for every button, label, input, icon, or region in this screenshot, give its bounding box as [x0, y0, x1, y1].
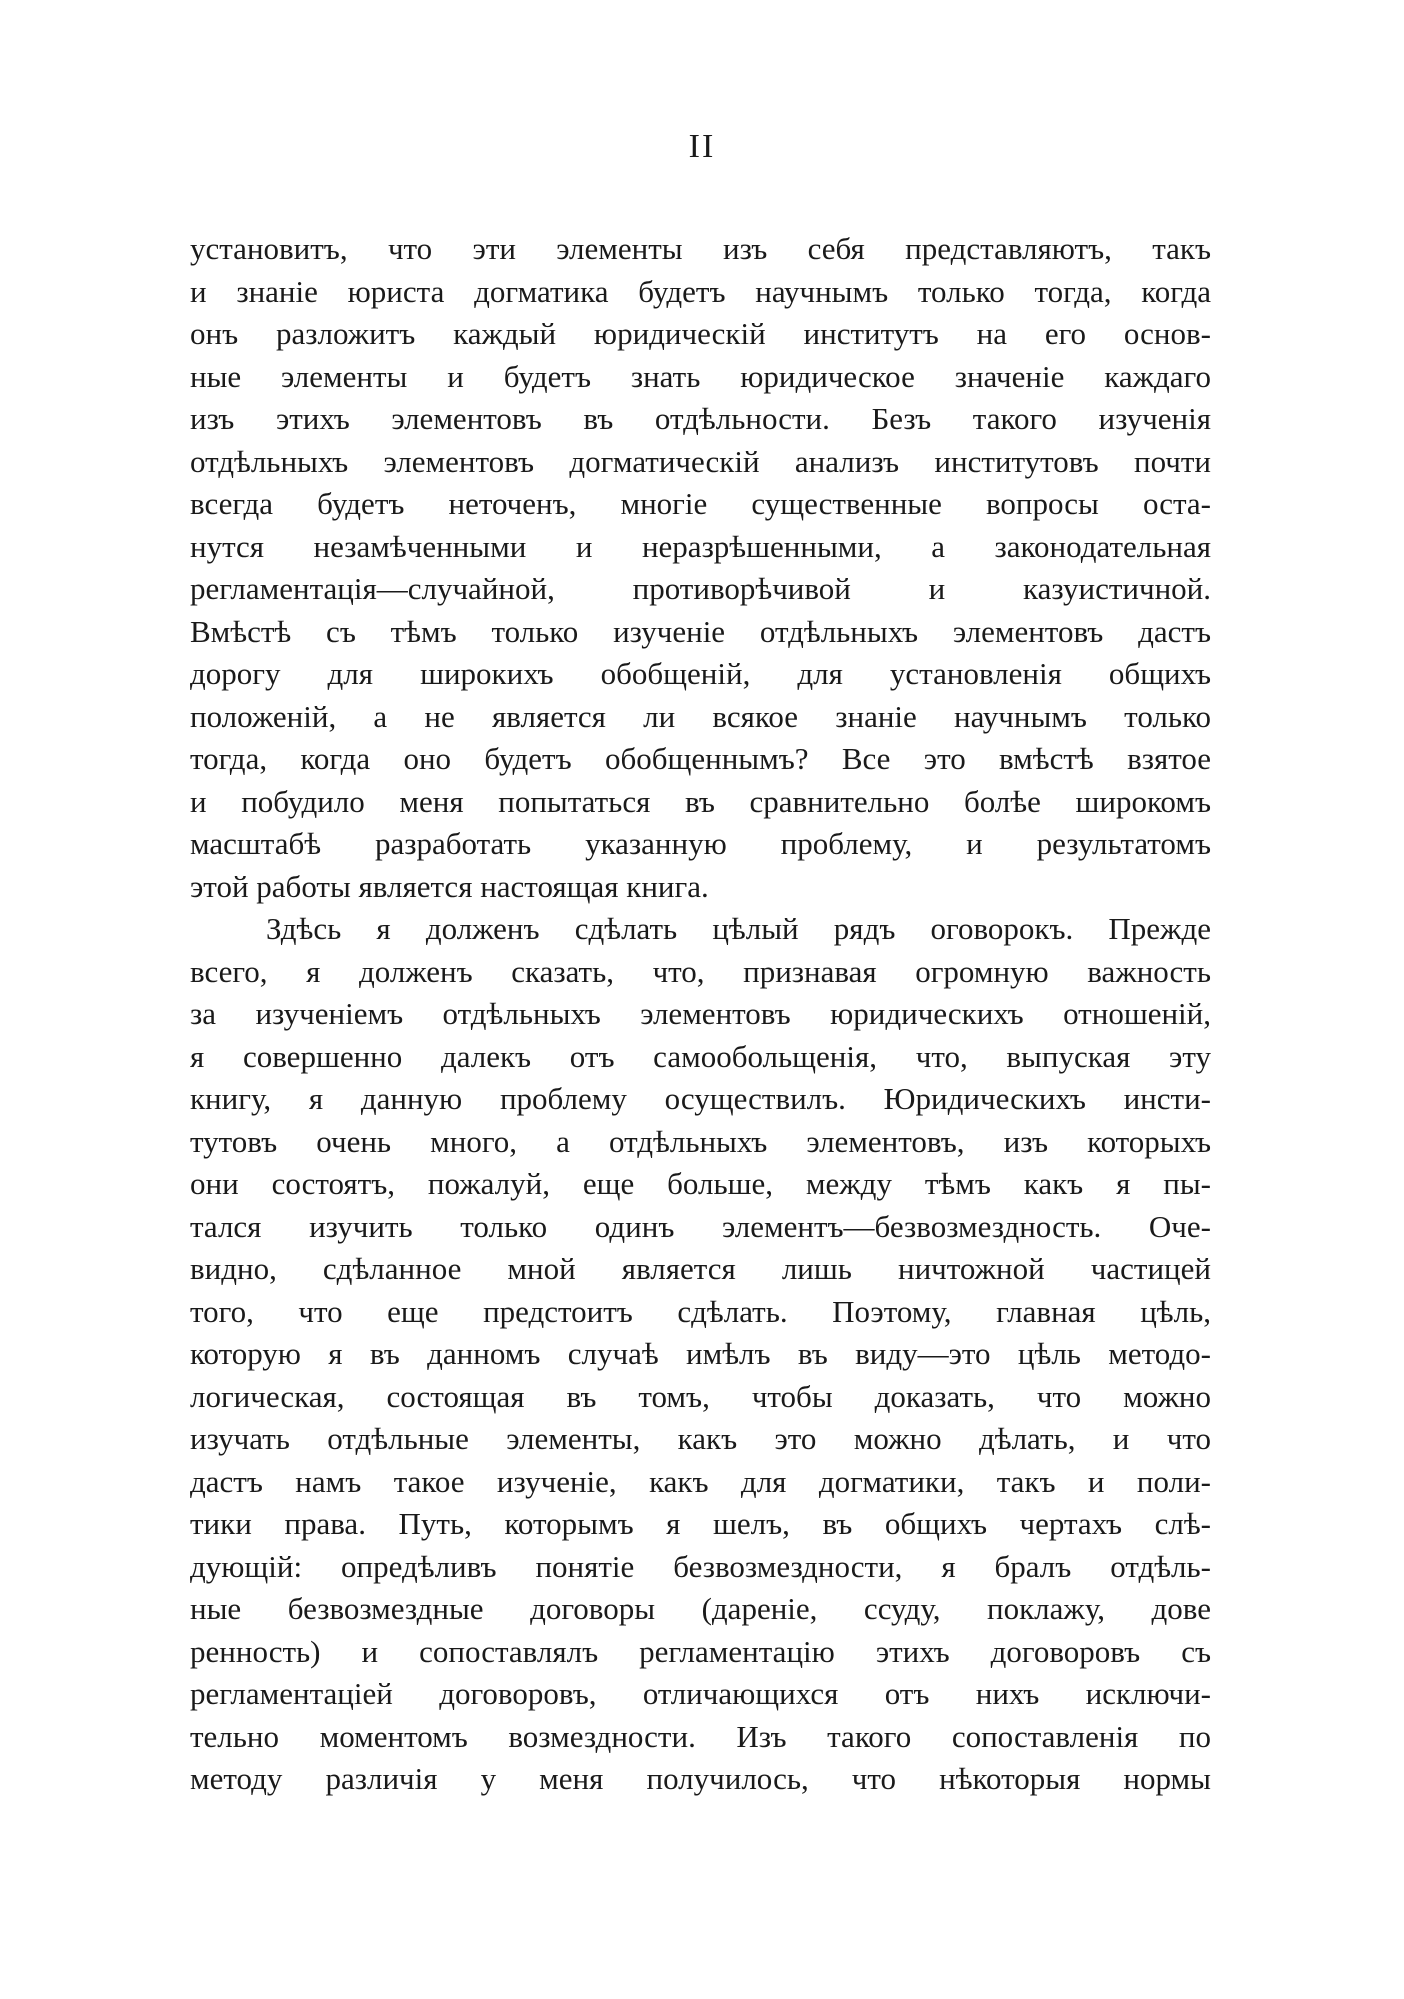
body-text: [190, 228, 1211, 1801]
text-line: регламентація—случайной, противорѣчивой и казуистичной.: [190, 571, 1211, 606]
text-line: масштабѣ разработать указанную проблему, и результатомъ: [190, 826, 1211, 861]
text-line: и знаніе юриста догматика будетъ научнымъ только тогда, когда: [190, 273, 1211, 309]
text-line: книгу, я данную проблему осуществилъ. Юридическихъ инсти-: [190, 1081, 1211, 1116]
text-line: онъ разложитъ каждый юридическій институтъ на его основ-: [190, 316, 1211, 351]
text-line: видно, сдѣланное мной является лишь ничтожной частицей: [190, 1251, 1211, 1286]
text-line: тогда, когда оно будетъ обобщеннымъ? Все это вмѣстѣ взятое: [190, 741, 1211, 776]
text-line: за изученіемъ отдѣльныхъ элементовъ юридическихъ отношеній,: [190, 996, 1211, 1031]
text-line: тики права. Путь, которымъ я шелъ, въ общихъ чертахъ слѣ-: [190, 1506, 1211, 1541]
text-line: Вмѣстѣ съ тѣмъ только изученіе отдѣльныхъ элементовъ дастъ: [190, 613, 1211, 649]
text-line: установитъ, что эти элементы изъ себя представляютъ, такъ: [190, 231, 1211, 266]
text-line: всего, я долженъ сказать, что, признавая огромную важность: [190, 953, 1211, 989]
text-line: методу различія у меня получилось, что нѣкоторыя нормы: [190, 1761, 1211, 1796]
text-line: и побудило меня попытаться въ сравнительно болѣе широкомъ: [190, 783, 1211, 819]
text-line: изъ этихъ элементовъ въ отдѣльности. Безъ такого изученія: [190, 401, 1211, 436]
text-line: дастъ намъ такое изученіе, какъ для догматики, такъ и поли-: [190, 1463, 1211, 1499]
text-line: положеній, а не является ли всякое знаніе научнымъ только: [190, 698, 1211, 734]
paragraph-end-line: этой работы является настоящая книга.: [190, 868, 709, 904]
text-line: отдѣльныхъ элементовъ догматическій анализъ институтовъ почти: [190, 443, 1211, 479]
text-line: которую я въ данномъ случаѣ имѣлъ въ виду—это цѣль методо-: [190, 1336, 1211, 1371]
text-line: всегда будетъ неточенъ, многіе существенные вопросы оста-: [190, 486, 1211, 521]
text-line: изучать отдѣльные элементы, какъ это можно дѣлать, и что: [190, 1421, 1211, 1456]
text-line: они состоятъ, пожалуй, еще больше, между тѣмъ какъ я пы-: [190, 1166, 1211, 1201]
text-line: того, что еще предстоитъ сдѣлать. Поэтому, главная цѣль,: [190, 1293, 1211, 1329]
text-line: я совершенно далекъ отъ самообольщенія, что, выпуская эту: [190, 1038, 1211, 1074]
text-line: тутовъ очень много, а отдѣльныхъ элементовъ, изъ которыхъ: [190, 1123, 1211, 1159]
paragraph-start-line: Здѣсь я долженъ сдѣлать цѣлый рядъ оговорокъ. Прежде: [266, 911, 1211, 946]
text-line: регламентаціей договоровъ, отличающихся отъ нихъ исключи-: [190, 1676, 1211, 1711]
text-line: ренность) и сопоставлялъ регламентацію этихъ договоровъ съ: [190, 1633, 1211, 1669]
page-number: II: [688, 128, 716, 165]
text-line: тельно моментомъ возмездности. Изъ такого сопоставленія по: [190, 1718, 1211, 1754]
text-line: дующій: опредѣливъ понятіе безвозмездности, я бралъ отдѣль-: [190, 1548, 1211, 1584]
text-line: дорогу для широкихъ обобщеній, для установленія общихъ: [190, 656, 1211, 691]
text-line: ные элементы и будетъ знать юридическое значеніе каждаго: [190, 358, 1211, 394]
text-line: логическая, состоящая въ томъ, чтобы доказать, что можно: [190, 1378, 1211, 1414]
text-line: тался изучить только одинъ элементъ—безвозмездность. Оче-: [190, 1208, 1211, 1244]
text-line: нутся незамѣченными и неразрѣшенными, а законодательная: [190, 528, 1211, 564]
text-line: ные безвозмездные договоры (дареніе, ссуду, поклажу, дове: [190, 1591, 1211, 1626]
